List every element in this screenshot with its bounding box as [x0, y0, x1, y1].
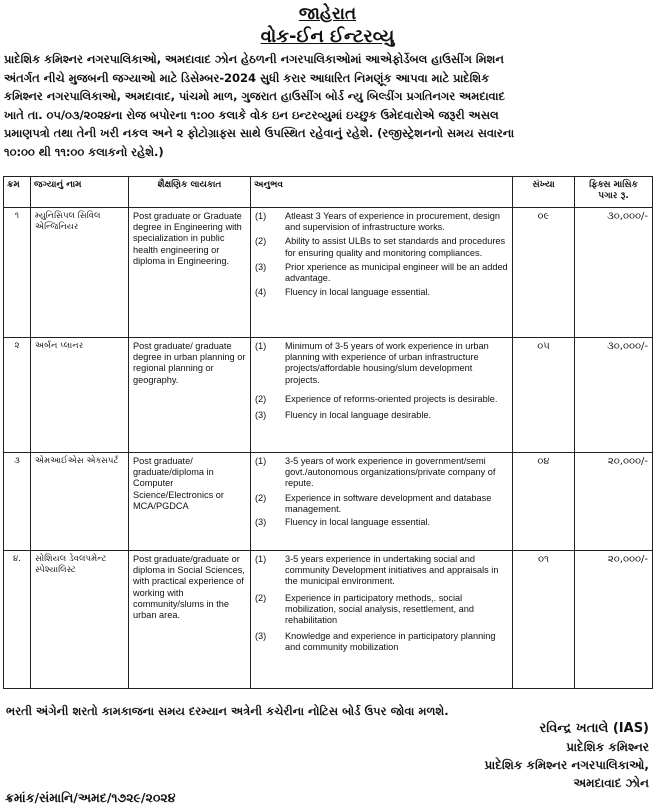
cell-experience [251, 338, 513, 453]
cell-experience [251, 551, 513, 689]
experience-number: (3) [255, 517, 267, 528]
header-count: સંખ્યા [513, 177, 575, 208]
cell-qualification: Post graduate/graduate or diploma in Social Sciences, with practical experience of working with community/slums in the urban area. [129, 551, 251, 689]
footer-note: ભરતી અંગેની શરતો કામકાજના સમય દરમ્યાન અત્રેની કચેરીના નોટિસ બોર્ડ ઉપર જોવા મળશે. [6, 704, 449, 718]
experience-item [255, 456, 508, 490]
experience-text: Fluency in local language desirable. [285, 410, 432, 421]
cell-sr: ૩ [4, 453, 31, 551]
experience-text: Experience in software development and database management. [285, 492, 492, 514]
experience-item [255, 211, 508, 233]
experience-text: Fluency in local language essential. [285, 287, 431, 298]
experience-item [255, 394, 508, 405]
experience-item [255, 554, 508, 588]
cell-qualification: Post graduate/ graduate degree in urban planning or regional planning or geography. [129, 338, 251, 453]
cell-qualification: Post graduate or Graduate degree in Engineering with specialization in public health engineering or diploma in Engineering. [129, 208, 251, 338]
experience-text: Prior xperience as municipal engineer will be an added advantage. [285, 261, 508, 284]
experience-item [255, 287, 508, 298]
cell-count: ૦૫ [513, 338, 575, 453]
header-qualification: શૈક્ષણિક લાયકાત [129, 177, 251, 208]
cell-experience [251, 208, 513, 338]
experience-number: (4) [255, 287, 267, 298]
experience-number: (1) [255, 341, 267, 351]
experience-item [255, 517, 508, 528]
cell-sr: ૪. [4, 551, 31, 689]
intro-line: ખાતે તા. ૦૫/૦૩/૨૦૨૪ના રોજ બપોરના ૧:૦૦ કલાકે વોક ઇન ઇન્ટરવ્યુમાં ઇચ્છુક ઉમેદવારોએ જરૂરી અસલ [4, 107, 499, 122]
cell-pay: ૨૦,૦૦૦/- [575, 551, 653, 689]
experience-item [255, 236, 508, 258]
cell-post: મ્યુનિસિપલ સિવિલ એન્જિનિયર [31, 208, 129, 338]
cell-count: ૦૪ [513, 453, 575, 551]
experience-number: (3) [255, 410, 267, 421]
cell-post: સોશિયલ ડેવલપમેન્ટ સ્પેશ્યાલિસ્ટ [31, 551, 129, 689]
experience-text: Experience of reforms-oriented projects is desirable. [285, 393, 498, 404]
cell-experience [251, 453, 513, 551]
intro-line: અંતર્ગત નીચે મુજબની જગ્યાઓ માટે ડિસેમ્બર-2024 સુધી કરાર આધારિત નિમણૂંક આપવા માટે પ્રાદેશિક [4, 70, 490, 85]
header-post: જગ્યાનું નામ [31, 177, 129, 208]
cell-post: અર્બન પ્લાનર [31, 338, 129, 453]
experience-number: (1) [255, 554, 267, 564]
experience-item [255, 341, 508, 386]
vacancy-table [3, 176, 653, 689]
signatory-zone: અમદાવાદ ઝોન [573, 776, 649, 790]
header-sr: ક્રમ [4, 177, 31, 208]
experience-text: Fluency in local language essential. [285, 517, 431, 528]
table-row [4, 453, 653, 551]
experience-item [255, 493, 508, 515]
experience-number: (2) [255, 393, 267, 404]
experience-number: (2) [255, 236, 267, 247]
experience-text: Atleast 3 Years of experience in procurement, design and supervision of infrastructure works. [285, 211, 501, 233]
intro-line: પ્રાદેશિક કમિશ્નર નગરપાલિકાઓ, અમદાવાદ ઝોન હેઠળની નગરપાલિકાઓમાં આએફોર્ડેબલ હાઉસીંગ મિશન [4, 52, 504, 66]
experience-number: (2) [255, 592, 267, 603]
header-pay-line2: પગાર રૂ. [598, 191, 629, 201]
experience-text: 3-5 years of work experience in government/semi govt./autonomous organizations/private company of repute. [285, 456, 496, 489]
table-row [4, 208, 653, 338]
experience-number: (3) [255, 631, 267, 642]
cell-sr: ૨ [4, 338, 31, 453]
experience-item [255, 410, 508, 421]
experience-text: 3-5 years experience in undertaking social and community Development initiatives and appraisals in the municipal environment. [285, 554, 499, 587]
signatory-designation: પ્રાદેશિક કમિશ્નર [566, 740, 649, 754]
intro-line: કમિશ્નર નગરપાલિકાઓ, અમદાવાદ, પાંચમો માળ, ગુજરાત હાઉસીંગ બોર્ડ ન્યુ બિલ્ડીંગ પ્રગતિનગર અમદાવાદ [4, 89, 505, 103]
experience-text: Ability to assist ULBs to set standards and procedures for ensuring quality and monitoring compliances. [285, 236, 506, 258]
cell-pay: ૨૦,૦૦૦/- [575, 453, 653, 551]
experience-text: Experience in participatory methods,. social mobilization, social analysis, resettlement, and rehabilitation [285, 592, 474, 626]
table-row [4, 551, 653, 689]
intro-line: પ્રમાણપત્રો તથા તેની ખરી નકલ અને ૨ ફોટોગ્રાફ્સ સાથે ઉપસ્થિત રહેવાનું રહેશે. (રજીસ્ટ્રેશનનો સમય સવારના [4, 126, 515, 140]
cell-pay: ૩૦,૦૦૦/- [575, 208, 653, 338]
experience-text: Knowledge and experience in participatory planning and community mobilization [285, 631, 496, 653]
header-experience: અનુભવ [251, 177, 513, 208]
experience-number: (3) [255, 261, 267, 272]
signatory-office: પ્રાદેશિક કમિશ્નર નગરપાલિકાઓ, [484, 758, 649, 772]
notice-subtitle: વોક-ઈન ઈન્ટરવ્યુ [260, 26, 395, 47]
experience-number: (2) [255, 492, 267, 503]
cell-qualification: Post graduate/ graduate/diploma in Computer Science/Electronics or MCA/PGDCA [129, 453, 251, 551]
experience-text: Minimum of 3-5 years of work experience in urban planning with experience of urban infrastructure projects/affordable housing/slum development projects. [285, 341, 489, 385]
experience-number: (1) [255, 456, 267, 466]
cell-pay: ૩૦,૦૦૦/- [575, 338, 653, 453]
cell-count: ૦૧ [513, 551, 575, 689]
intro-line: ૧૦:૦૦ થી ૧૧:૦૦ કલાકનો રહેશે.) [4, 144, 164, 159]
table-header-row [4, 177, 653, 208]
signatory-name: રવિન્દ્ર ખતાલે (IAS) [539, 721, 649, 736]
signature-block [484, 720, 649, 792]
intro-paragraph [4, 50, 651, 161]
experience-item [255, 262, 508, 284]
table-row [4, 338, 653, 453]
experience-number: (1) [255, 211, 267, 221]
cell-sr: ૧ [4, 208, 31, 338]
reference-number: ક્રમાંક/સંમાનિ/અમદ/૧૭૨૯/૨૦૨૪ [5, 790, 176, 805]
experience-item [255, 593, 508, 627]
cell-post: એમઆઈએસ એક્સપર્ટ [31, 453, 129, 551]
header-pay-line1: ફિક્સ માસિક [589, 180, 638, 190]
notice-title: જાહેરાત [298, 4, 357, 24]
cell-count: ૦૯ [513, 208, 575, 338]
experience-item [255, 631, 508, 653]
header-pay [575, 177, 653, 208]
